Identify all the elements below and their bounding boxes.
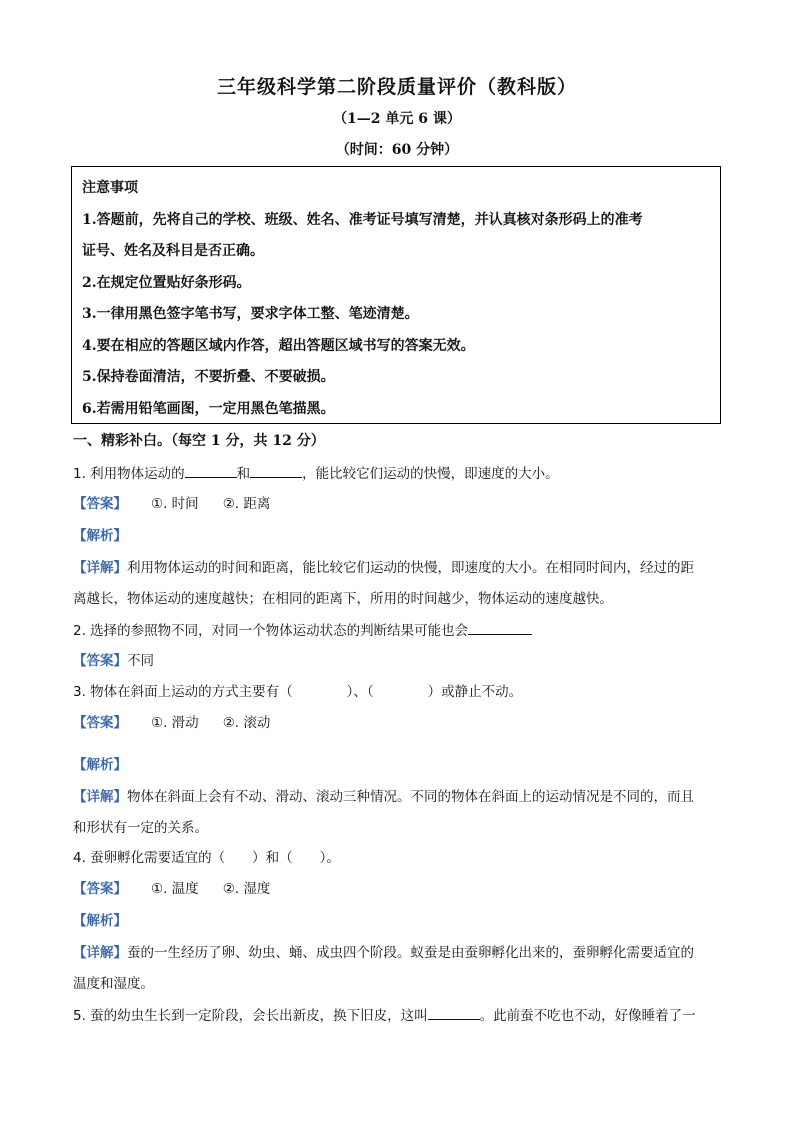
notice-line: 2.在规定位置贴好条形码。 [82,274,251,291]
answer-blank [250,463,302,478]
detail-text: 离越长，物体运动的速度越快；在相同的距离下，所用的时间越少，物体运动的速度越快。 [73,591,613,607]
analysis-tag: 【解析】 [73,913,127,929]
exam-scope: （1—2 单元 6 课） [333,111,461,127]
answer-tag: 【答案】 [73,496,127,512]
answer-value: ①. 温度 [151,881,199,897]
detail-tag: 【详解】 [73,560,127,576]
exam-time: （时间：60 分钟） [335,142,459,158]
answer-value: ②. 距离 [222,496,271,512]
section-title: 一、精彩补白。（每空 1 分，共 12 分） [73,433,325,449]
answer-value: ①. 滑动 [151,715,199,731]
answer-value: ②. 滚动 [222,715,271,731]
analysis-row [73,526,127,546]
question-2 [73,620,532,641]
answer-value: ②. 湿度 [222,881,271,897]
answer-row [73,879,270,899]
notice-box [71,166,721,424]
notice-line: 5.保持卷面清洁，不要折叠、不要破损。 [82,369,335,385]
detail-text: 蚕的一生经历了卵、幼虫、蛹、成虫四个阶段。蚁蚕是由蚕卵孵化出来的，蚕卵孵化需要适宜的 [127,945,694,961]
question-4: 4. 蚕卵孵化需要适宜的（ ）和（ ）。 [73,850,340,866]
notice-line: 证号、姓名及科目是否正确。 [82,243,264,259]
answer-value: 不同 [127,653,154,669]
question-text: 和 [236,466,251,482]
notice-line: 6.若需用铅笔画图，一定用黑色笔描黑。 [82,400,335,417]
question-text: 1. 利用物体运动的 [73,466,185,482]
question-text: 。此前蚕不吃也不动，好像睡着了一 [479,1008,696,1024]
answer-value: ①. 时间 [151,496,199,512]
answer-row [73,713,270,733]
answer-tag: 【答案】 [73,881,127,897]
answer-blank [468,620,532,635]
page-title: 三年级科学第二阶段质量评价（教科版） [216,76,577,98]
notice-heading: 注意事项 [82,180,138,196]
analysis-row [73,911,127,931]
answer-tag: 【答案】 [73,653,127,669]
detail-text: 利用物体运动的时间和距离，能比较它们运动的快慢，即速度的大小。在相同时间内，经过的距 [127,560,694,576]
detail-text: 温度和湿度。 [73,976,154,992]
analysis-tag: 【解析】 [73,757,127,773]
detail-tag: 【详解】 [73,945,127,961]
answer-blank [185,463,237,478]
question-1 [73,463,559,484]
detail-row [73,558,694,578]
question-text: ，能比较它们运动的快慢，即速度的大小。 [302,466,559,482]
answer-row [73,494,270,514]
detail-tag: 【详解】 [73,789,127,805]
detail-text: 和形状有一定的关系。 [73,820,208,836]
answer-blank [428,1005,480,1020]
question-text: 5. 蚕的幼虫生长到一定阶段，会长出新皮，换下旧皮，这叫 [73,1008,428,1024]
detail-text: 物体在斜面上会有不动、滑动、滚动三种情况。不同的物体在斜面上的运动情况是不同的，而且 [127,789,694,805]
analysis-row [73,755,127,775]
analysis-tag: 【解析】 [73,528,127,544]
detail-row [73,943,694,963]
question-5 [73,1005,696,1026]
notice-line: 1.答题前，先将自己的学校、班级、姓名、准考证号填写清楚，并认真核对条形码上的准考 [82,211,643,228]
question-text: 2. 选择的参照物不同，对同一个物体运动状态的判断结果可能也会 [73,623,469,639]
detail-row [73,787,694,807]
notice-line: 4.要在相应的答题区域内作答，超出答题区域书写的答案无效。 [82,337,475,354]
answer-row [73,651,154,671]
question-3: 3. 物体在斜面上运动的方式主要有（ ）、（ ）或静止不动。 [73,684,523,700]
notice-line: 3.一律用黑色签字笔书写，要求字体工整、笔迹清楚。 [82,306,419,322]
answer-tag: 【答案】 [73,715,127,731]
